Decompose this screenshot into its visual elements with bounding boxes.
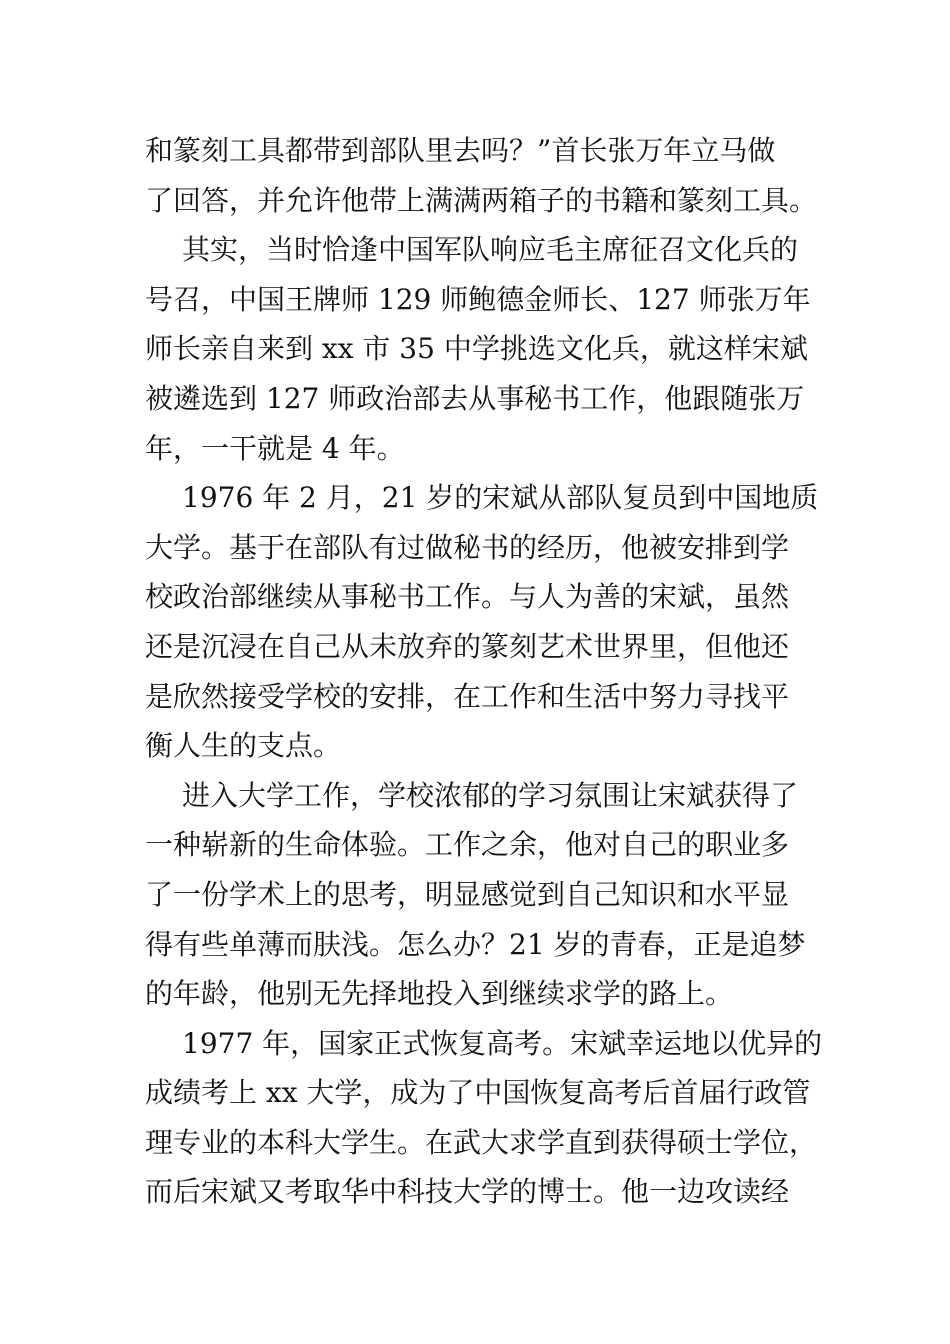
paragraph-start-line: 其实，当时恰逢中国军队响应毛主席征召文化兵的 [182, 233, 799, 267]
paragraph-start-line: 1977 年，国家正式恢复高考。宋斌幸运地以优异的 [182, 1026, 823, 1060]
text-line: 一种崭新的生命体验。工作之余，他对自己的职业多 [145, 828, 790, 862]
text-line: 的年龄，他别无先择地投入到继续求学的路上。 [145, 977, 734, 1011]
text-line: 号召，中国王牌师 129 师鲍德金师长、127 师张万年 [145, 282, 811, 316]
text-line: 了一份学术上的思考，明显感觉到自己知识和水平显 [145, 877, 790, 911]
text-line: 理专业的本科大学生。在武大求学直到获得硕士学位， [145, 1125, 818, 1159]
paragraph-start-line: 1976 年 2 月，21 岁的宋斌从部队复员到中国地质 [182, 481, 819, 515]
text-line: 被遴选到 127 师政治部去从事秘书工作，他跟随张万 [145, 381, 805, 415]
text-line: 了回答，并允许他带上满满两箱子的书籍和篆刻工具。 [145, 183, 818, 217]
text-line: 校政治部继续从事秘书工作。与人为善的宋斌，虽然 [145, 580, 790, 614]
text-line: 和篆刻工具都带到部队里去吗？”首长张万年立马做 [145, 134, 776, 167]
document-page [145, 126, 823, 1217]
text-line: 衡人生的支点。 [145, 729, 342, 763]
text-line: 而后宋斌又考取华中科技大学的博士。他一边攻读经 [145, 1175, 790, 1209]
text-line: 年，一干就是 4 年。 [145, 431, 405, 465]
text-line: 得有些单薄而肤浅。怎么办？21 岁的青春，正是追梦 [145, 927, 806, 961]
text-line: 还是沉浸在自己从未放弃的篆刻艺术世界里，但他还 [145, 629, 790, 663]
text-line: 成绩考上 xx 大学，成为了中国恢复高考后首届行政管 [145, 1076, 811, 1110]
text-line: 师长亲自来到 xx 市 35 中学挑选文化兵，就这样宋斌 [145, 332, 808, 366]
text-line: 是欣然接受学校的安排，在工作和生活中努力寻找平 [145, 679, 790, 713]
paragraph-start-line: 进入大学工作，学校浓郁的学习氛围让宋斌获得了 [182, 778, 799, 812]
text-line: 大学。基于在部队有过做秘书的经历，他被安排到学 [145, 530, 790, 564]
